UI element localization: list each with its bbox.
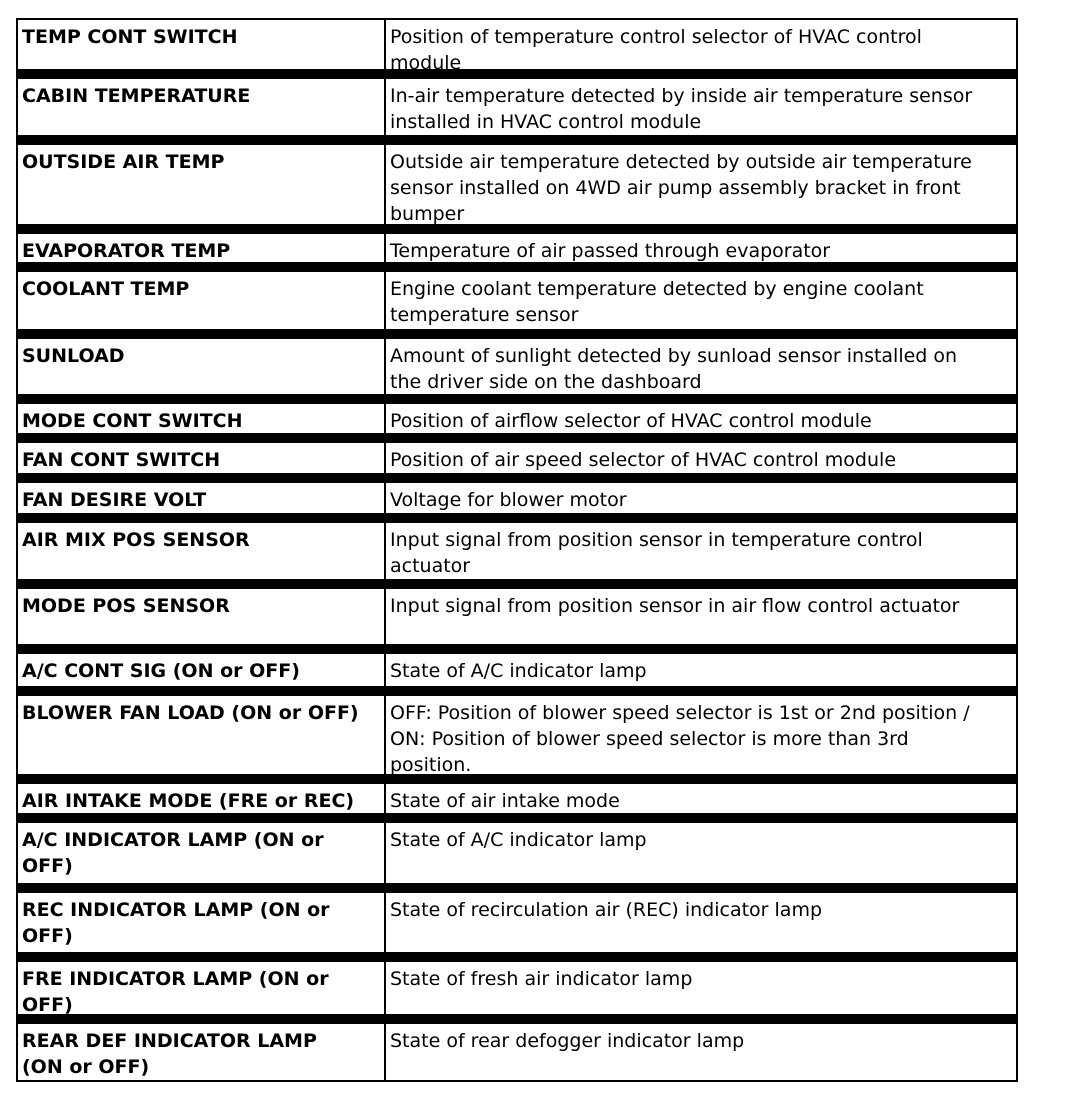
table-row (18, 893, 1016, 962)
table-row (18, 234, 1016, 272)
item-name-cell: OUTSIDE AIR TEMP (18, 145, 386, 224)
item-name-cell: CABIN TEMPERATURE (18, 79, 386, 135)
table-row (18, 20, 1016, 79)
item-name-cell: BLOWER FAN LOAD (ON or OFF) (18, 696, 386, 774)
item-name-cell: SUNLOAD (18, 339, 386, 394)
item-name-cell: EVAPORATOR TEMP (18, 234, 386, 262)
table-row (18, 962, 1016, 1024)
table-row (18, 523, 1016, 589)
table-row (18, 483, 1016, 523)
item-name-cell: A/C CONT SIG (ON or OFF) (18, 654, 386, 686)
table-row (18, 784, 1016, 823)
item-description-cell: Position of air speed selector of HVAC control module (390, 449, 897, 471)
item-description-cell: Amount of sunlight detected by sunload sensor installed on the driver side on the dashboard (390, 345, 958, 393)
table-row (18, 443, 1016, 483)
item-name-cell: MODE CONT SWITCH (18, 404, 386, 433)
table-row (18, 654, 1016, 696)
table-row (18, 404, 1016, 443)
item-name-cell: FAN DESIRE VOLT (18, 483, 386, 513)
table-row (18, 823, 1016, 893)
item-name-cell: MODE POS SENSOR (18, 589, 386, 644)
item-description-cell: State of fresh air indicator lamp (390, 968, 693, 990)
table-row (18, 79, 1016, 145)
item-name-cell: A/C INDICATOR LAMP (ON or OFF) (18, 823, 386, 883)
item-description-cell: In-air temperature detected by inside air temperature sensor installed in HVAC control module (390, 85, 973, 133)
item-description-cell: State of recirculation air (REC) indicator lamp (390, 899, 823, 921)
item-description-cell: State of A/C indicator lamp (390, 660, 647, 682)
item-name-cell: FRE INDICATOR LAMP (ON or OFF) (18, 962, 386, 1014)
item-description-cell: State of air intake mode (390, 790, 620, 812)
table-row (18, 272, 1016, 339)
item-description-cell: Engine coolant temperature detected by engine coolant temperature sensor (390, 278, 924, 326)
item-name-cell: AIR MIX POS SENSOR (18, 523, 386, 579)
item-name-cell: REAR DEF INDICATOR LAMP (ON or OFF) (18, 1024, 386, 1080)
item-name-cell: REC INDICATOR LAMP (ON or OFF) (18, 893, 386, 952)
item-name-cell: AIR INTAKE MODE (FRE or REC) (18, 784, 386, 813)
item-description-cell: OFF: Position of blower speed selector is 1st or 2nd position / ON: Position of blower speed selector is more than 3rd position. (390, 702, 970, 776)
item-description-cell: Position of temperature control selector of HVAC control module (390, 26, 922, 74)
item-name-cell: FAN CONT SWITCH (18, 443, 386, 473)
item-description-cell: Input signal from position sensor in air flow control actuator (390, 595, 960, 617)
item-name-cell: TEMP CONT SWITCH (18, 20, 386, 69)
item-description-cell: State of A/C indicator lamp (390, 829, 647, 851)
table-row (18, 339, 1016, 404)
table-row (18, 1024, 1016, 1082)
table-row (18, 589, 1016, 654)
table-row (18, 696, 1016, 784)
item-description-cell: Voltage for blower motor (390, 489, 627, 511)
item-description-cell: Temperature of air passed through evaporator (390, 240, 831, 262)
item-description-cell: State of rear defogger indicator lamp (390, 1030, 745, 1052)
table-row (18, 145, 1016, 234)
item-description-cell: Position of airflow selector of HVAC control module (390, 410, 872, 432)
item-name-cell: COOLANT TEMP (18, 272, 386, 329)
item-description-cell: Outside air temperature detected by outside air temperature sensor installed on 4WD air pump assembly bracket in front bumper (390, 151, 972, 225)
item-description-cell: Input signal from position sensor in temperature control actuator (390, 529, 923, 577)
hvac-data-table (16, 18, 1018, 1082)
